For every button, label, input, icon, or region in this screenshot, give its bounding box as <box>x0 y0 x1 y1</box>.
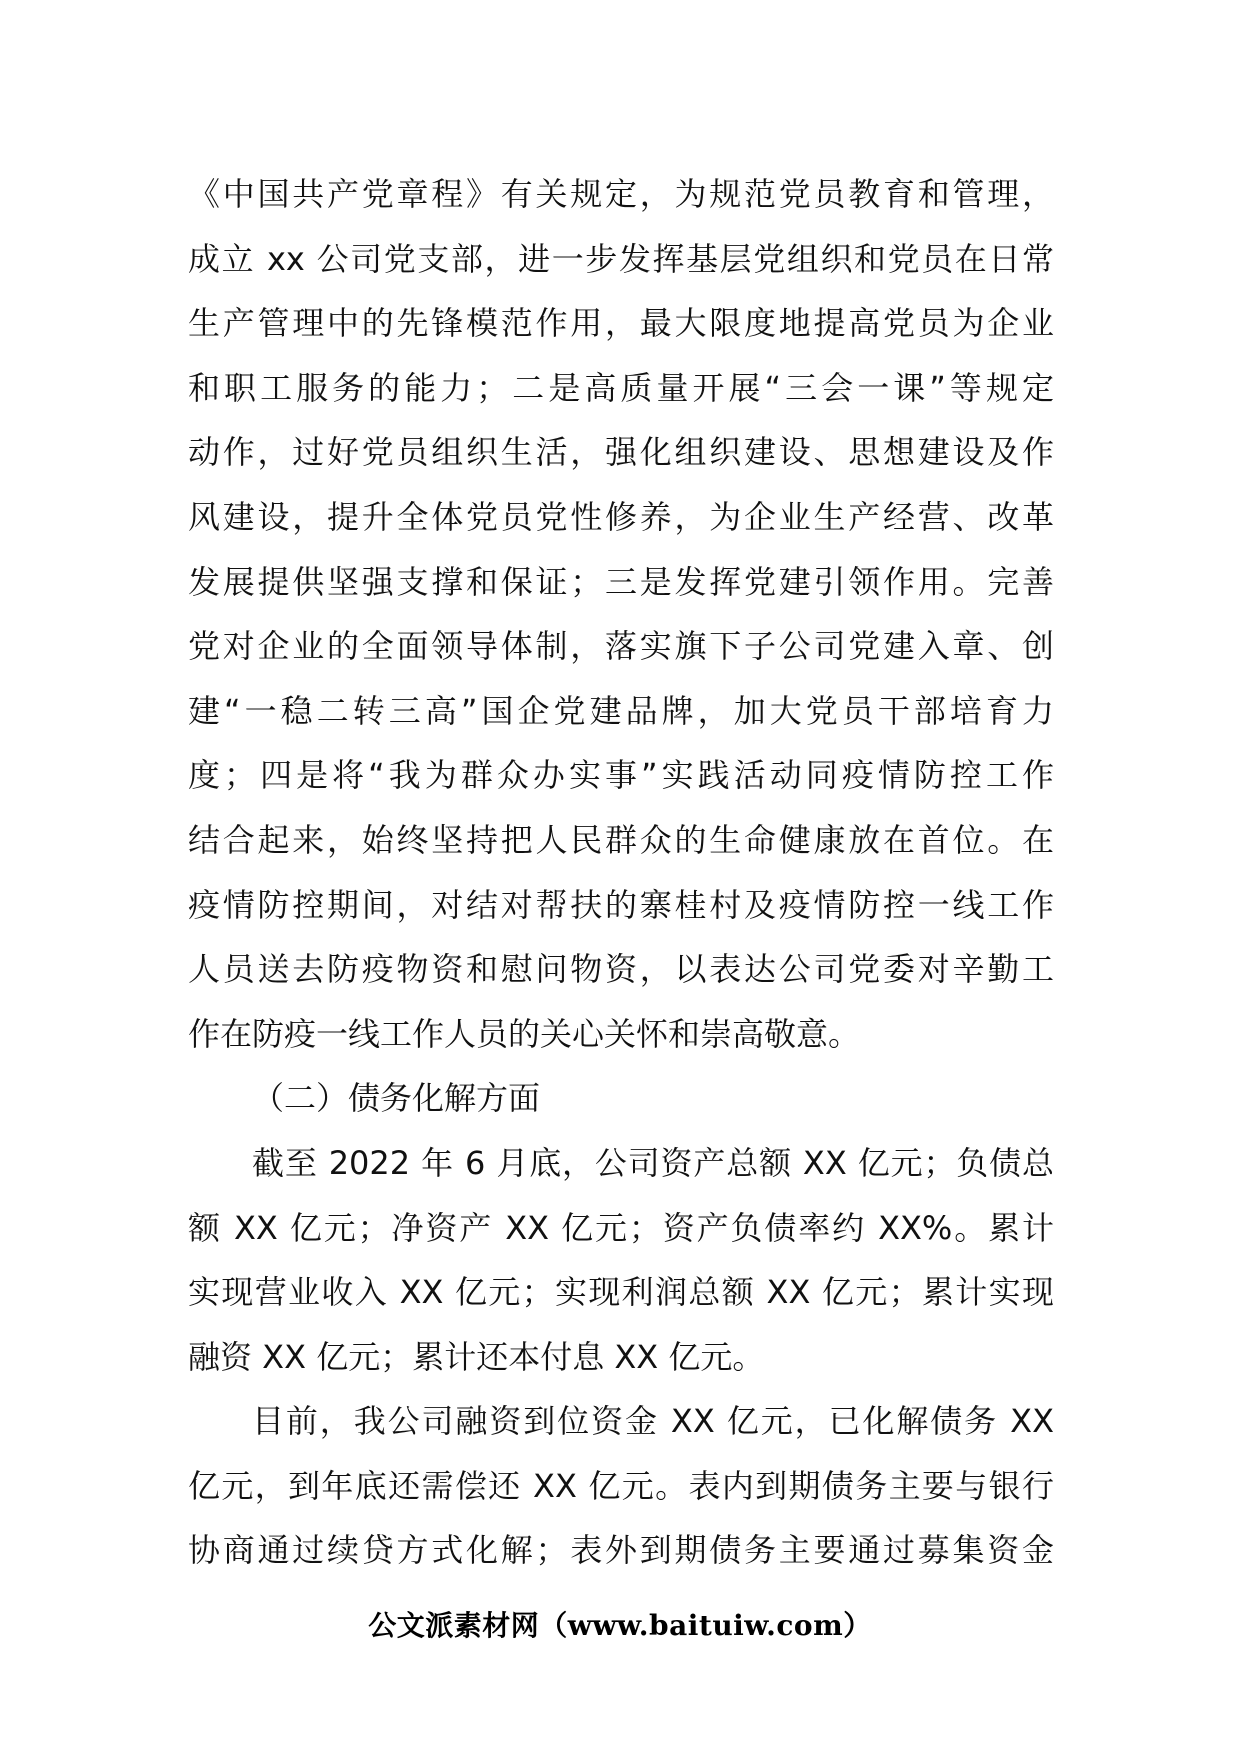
paragraph-3 <box>188 1389 1054 1583</box>
text-line: 截至 2022 年 6 月底，公司资产总额 XX 亿元；负债总 <box>252 1143 1054 1182</box>
text-line: 协商通过续贷方式化解；表外到期债务主要通过募集资金 <box>188 1531 1054 1570</box>
paragraph-2 <box>188 1131 1054 1389</box>
text-line: 实现营业收入 XX 亿元；实现利润总额 XX 亿元；累计实现 <box>188 1273 1054 1312</box>
text-line: 发展提供坚强支撑和保证；三是发挥党建引领作用。完善 <box>188 562 1054 601</box>
text-line: 党对企业的全面领导体制，落实旗下子公司党建入章、创 <box>188 627 1054 666</box>
text-line: 风建设，提升全体党员党性修养，为企业生产经营、改革 <box>188 497 1054 536</box>
text-line: 结合起来，始终坚持把人民群众的生命健康放在首位。在 <box>188 820 1054 859</box>
section-heading: （二）债务化解方面 <box>252 1079 541 1118</box>
text-line: 建“一稳二转三高”国企党建品牌，加大党员干部培育力 <box>188 691 1054 730</box>
text-line: 《中国共产党章程》有关规定，为规范党员教育和管理， <box>188 175 1054 213</box>
text-line: 度；四是将“我为群众办实事”实践活动同疫情防控工作 <box>188 756 1054 795</box>
text-line: 和职工服务的能力；二是高质量开展“三会一课”等规定 <box>188 368 1054 407</box>
text-line: 目前，我公司融资到位资金 XX 亿元，已化解债务 XX <box>252 1402 1054 1441</box>
text-line: 作在防疫一线工作人员的关心关怀和崇高敬意。 <box>188 1014 861 1053</box>
text-line: 亿元，到年底还需偿还 XX 亿元。表内到期债务主要与银行 <box>188 1466 1054 1505</box>
text-line: 生产管理中的先锋模范作用，最大限度地提高党员为企业 <box>188 304 1054 343</box>
text-line: 疫情防控期间，对结对帮扶的寨桂村及疫情防控一线工作 <box>188 885 1054 924</box>
document-body <box>188 162 1054 1583</box>
paragraph-1 <box>188 162 1054 1066</box>
text-line: 成立 xx 公司党支部，进一步发挥基层党组织和党员在日常 <box>188 239 1054 278</box>
text-line: 人员送去防疫物资和慰问物资，以表达公司党委对辛勤工 <box>188 950 1054 989</box>
text-line: 融资 XX 亿元；累计还本付息 XX 亿元。 <box>188 1337 765 1376</box>
text-line: 动作，过好党员组织生活，强化组织建设、思想建设及作 <box>188 433 1054 472</box>
text-line: 额 XX 亿元；净资产 XX 亿元；资产负债率约 XX%。累计 <box>188 1208 1054 1247</box>
footer-watermark: 公文派素材网（www.baituiw.com） <box>368 1609 872 1642</box>
